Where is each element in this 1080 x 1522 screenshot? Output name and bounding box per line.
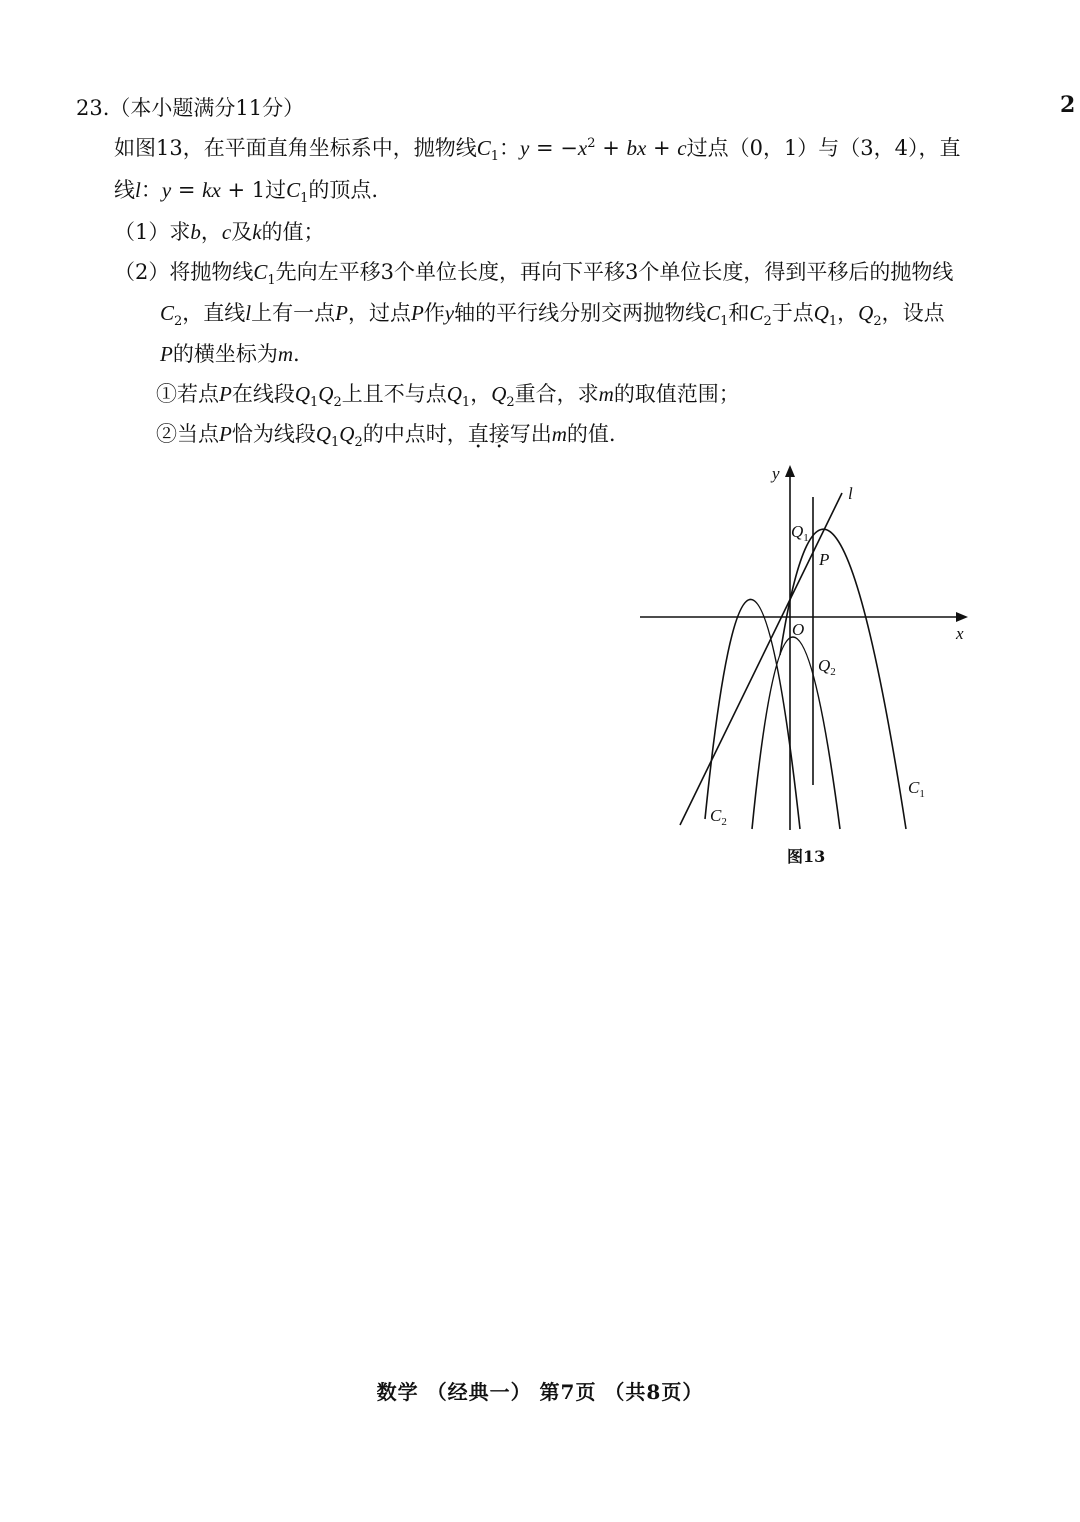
q1-subscript: 1 — [461, 395, 471, 411]
y-axis-label: y — [772, 464, 780, 483]
text: 恰为线段 — [231, 422, 316, 446]
q1-symbol: Q — [294, 382, 310, 406]
text: 写出 — [509, 422, 552, 446]
q2-subscript: 2 — [333, 395, 342, 411]
emphasis-char: 接 — [488, 422, 510, 446]
eq-bx: bx — [626, 136, 647, 160]
text: 轴的平行线分别交两抛物线 — [454, 301, 707, 325]
y-axis-arrow — [785, 465, 795, 477]
text: 及 — [231, 220, 253, 244]
text: ，直线 — [182, 301, 246, 325]
x-axis-arrow — [956, 612, 968, 622]
m-symbol: m — [598, 382, 614, 406]
text: 的值； — [261, 220, 325, 244]
q1-symbol: Q — [315, 422, 331, 446]
figure-caption: 图13 — [787, 847, 826, 866]
c1-symbol: C — [286, 178, 301, 202]
c1-symbol: C — [476, 136, 491, 160]
c2-symbol: C — [160, 301, 175, 325]
text: 先向左平移3个单位长度，再向下平移3个单位长度，得到平移后的抛物线 — [275, 260, 954, 284]
page-edge-mark: 2 — [1060, 92, 1076, 118]
q1-subscript: 1 — [310, 395, 319, 411]
colon: ： — [499, 136, 521, 160]
parabola-c1 — [780, 529, 906, 829]
figure-13 — [630, 455, 990, 845]
text: ， — [837, 301, 859, 325]
point-q2-label: $Q_2$ — [818, 656, 836, 678]
question-header: 23.（本小题满分11分） — [76, 96, 305, 120]
sub-question-1 — [156, 380, 740, 411]
origin-label: O — [792, 620, 805, 639]
part-2-line-3 — [160, 340, 300, 368]
text: = — [171, 178, 203, 202]
m-symbol: m — [551, 422, 567, 446]
c1-subscript: 1 — [720, 314, 729, 330]
intro-text-2: 过点（0，1）与（3，4），直 — [686, 136, 961, 160]
q2-symbol: Q — [491, 382, 507, 406]
q2-symbol: Q — [858, 301, 874, 325]
text: ，过点 — [347, 301, 411, 325]
text: ， — [470, 382, 492, 406]
intro-text: 如图13，在平面直角坐标系中，抛物线 — [114, 136, 477, 160]
eq-x: x — [577, 136, 588, 160]
text: 的横坐标为 — [172, 342, 278, 366]
text: ， — [200, 220, 222, 244]
c1-symbol: C — [706, 301, 721, 325]
text: 重合，求 — [514, 382, 599, 406]
sub-question-2 — [156, 420, 616, 451]
text: （1）求 — [114, 220, 191, 244]
c2-label: $C_2$ — [710, 806, 727, 828]
part-1 — [114, 218, 325, 246]
eq-c: c — [677, 136, 687, 160]
c2-symbol: C — [749, 301, 764, 325]
eq-part: + — [646, 136, 678, 160]
c1-label: $C_1$ — [908, 778, 925, 800]
text: 的值. — [566, 422, 616, 446]
var-b: b — [190, 220, 201, 244]
c1-symbol: C — [253, 260, 268, 284]
p-symbol: P — [335, 301, 348, 325]
text: 和 — [728, 301, 750, 325]
q1-subscript: 1 — [828, 314, 838, 330]
parabola-c2 — [705, 599, 800, 829]
text: （2）将抛物线 — [114, 260, 254, 284]
c1-subscript: 1 — [300, 191, 309, 207]
eq-y: y — [520, 136, 530, 160]
part-2-line-2 — [160, 299, 945, 330]
eq-part: + — [595, 136, 627, 160]
p-symbol: P — [219, 382, 232, 406]
text: ①若点 — [156, 382, 219, 406]
c1-subscript: 1 — [267, 273, 276, 289]
point-p-label: P — [819, 550, 830, 569]
text: ，设点 — [881, 301, 945, 325]
part-2-line-1 — [114, 258, 954, 289]
text: 的中点时， — [362, 422, 468, 446]
y-symbol: y — [444, 301, 455, 325]
text: 的顶点. — [308, 178, 379, 202]
text: 作 — [423, 301, 445, 325]
text: ②当点 — [156, 422, 219, 446]
p-symbol: P — [160, 342, 173, 366]
q1-symbol: Q — [446, 382, 462, 406]
eq-part: = − — [529, 136, 578, 160]
q2-symbol: Q — [318, 382, 334, 406]
point-q1-label: $Q_1$ — [791, 522, 809, 544]
intro-line-1 — [114, 134, 961, 165]
line-l-label: l — [848, 484, 853, 503]
eq-exponent: 2 — [587, 136, 596, 151]
c2-subscript: 2 — [174, 314, 183, 330]
m-symbol: m — [277, 342, 293, 366]
text: 上有一点 — [251, 301, 336, 325]
p-symbol: P — [410, 301, 424, 325]
l-symbol: l — [135, 178, 141, 202]
x-axis-label: x — [956, 624, 964, 643]
q1-subscript: 1 — [331, 435, 340, 451]
text: 上且不与点 — [341, 382, 447, 406]
page-footer: 数学 （经典一） 第7页 （共8页） — [376, 1380, 704, 1404]
text: 的取值范围； — [613, 382, 740, 406]
c1-subscript: 1 — [490, 149, 500, 165]
q2-subscript: 2 — [873, 314, 882, 330]
q2-symbol: Q — [339, 422, 355, 446]
text: ： — [140, 178, 162, 202]
q2-subscript: 2 — [354, 435, 363, 451]
q1-symbol: Q — [813, 301, 829, 325]
l-symbol: l — [245, 301, 252, 325]
text: . — [293, 342, 300, 366]
q2-subscript: 2 — [506, 395, 515, 411]
eq-y: y — [161, 178, 172, 202]
text: + 1过 — [220, 178, 287, 202]
text: 于点 — [771, 301, 814, 325]
var-k: k — [252, 220, 262, 244]
text: 在线段 — [231, 382, 295, 406]
eq-kx: kx — [202, 178, 221, 202]
emphasis-char: 直 — [467, 422, 489, 446]
p-symbol: P — [219, 422, 232, 446]
intro-line-2 — [114, 176, 379, 207]
var-c: c — [221, 220, 232, 244]
c2-subscript: 2 — [763, 314, 772, 330]
text: 线 — [114, 178, 135, 202]
